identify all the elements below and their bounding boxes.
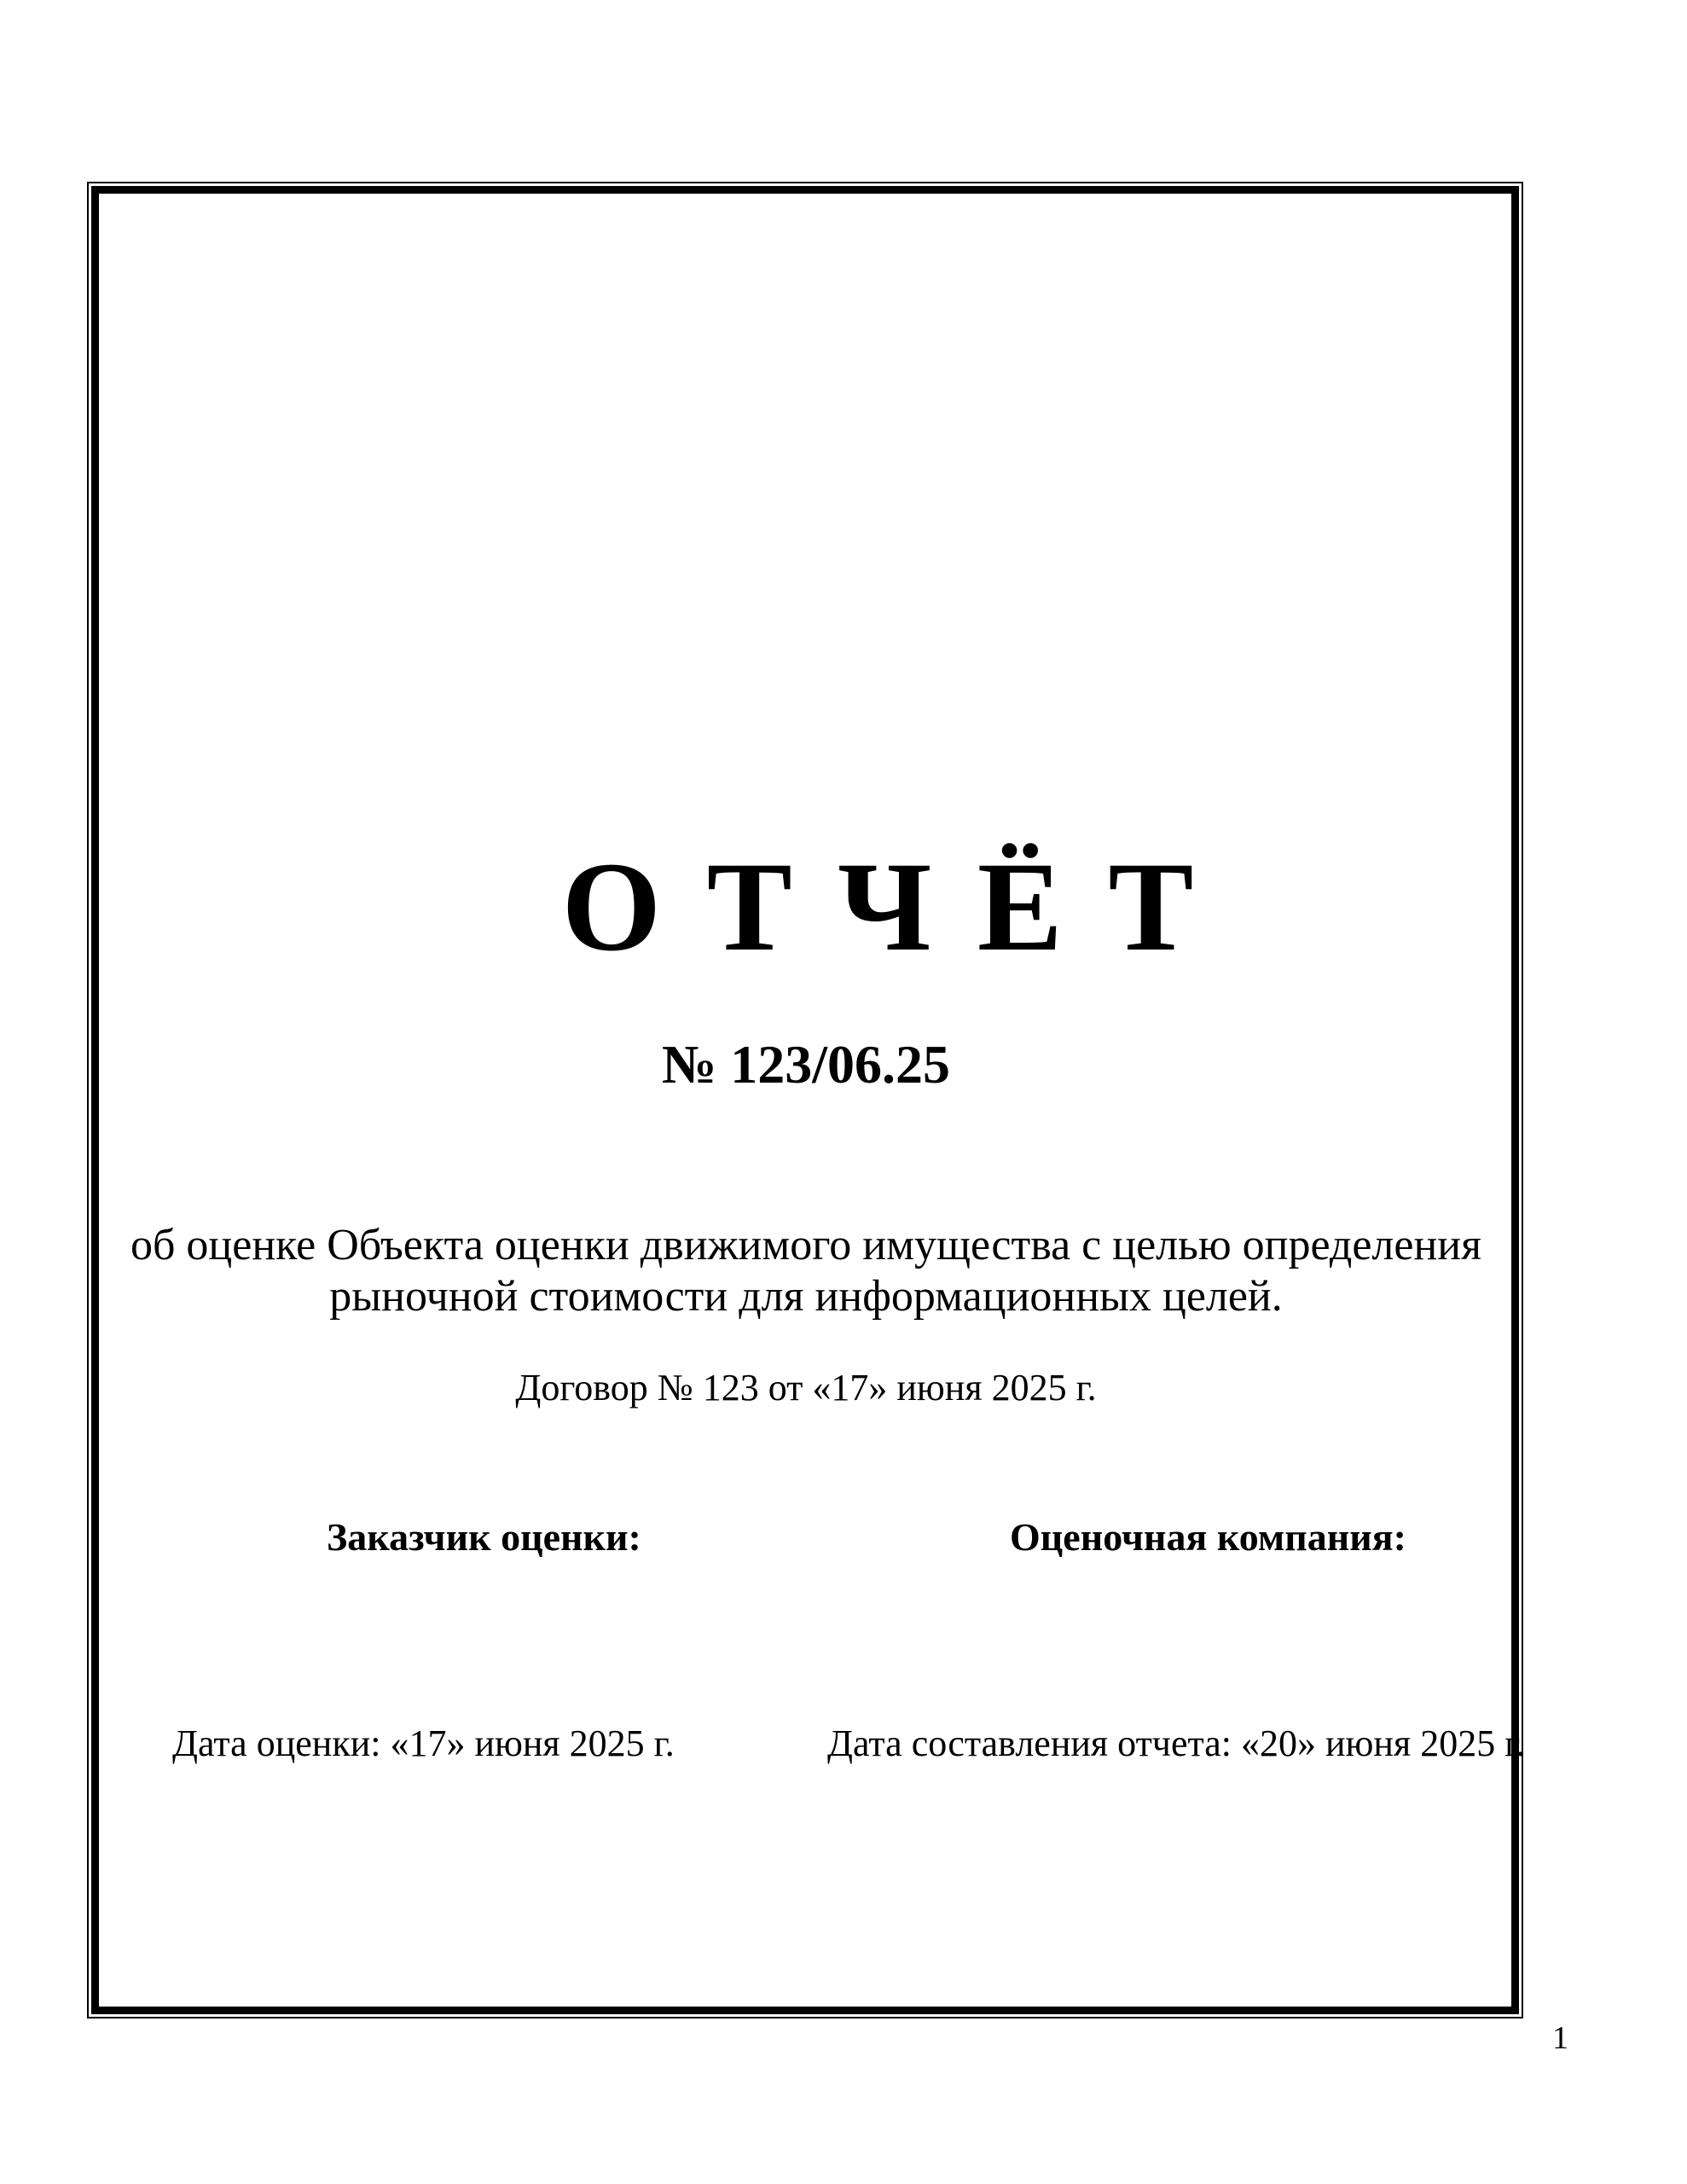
page-number: 1 (1552, 2020, 1568, 2056)
report-number: № 123/06.25 (661, 1034, 951, 1095)
report-subtitle-line-2: рыночной стоимости для информационных целей. (329, 1272, 1283, 1321)
contract-reference: Договор № 123 от «17» июня 2025 г. (515, 1367, 1097, 1409)
valuation-date: Дата оценки: «17» июня 2025 г. (172, 1722, 675, 1764)
appraisal-company-section-label: Оценочная компания: (1010, 1515, 1406, 1559)
report-compilation-date: Дата составления отчета: «20» июня 2025 г. (827, 1722, 1526, 1764)
report-title: О Т Ч Ё Т (561, 836, 1201, 978)
report-subtitle (124, 1220, 1488, 1322)
customer-section-label: Заказчик оценки: (327, 1515, 641, 1559)
report-subtitle-line-1: об оценке Объекта оценки движимого имущества с целью определения (130, 1221, 1482, 1269)
